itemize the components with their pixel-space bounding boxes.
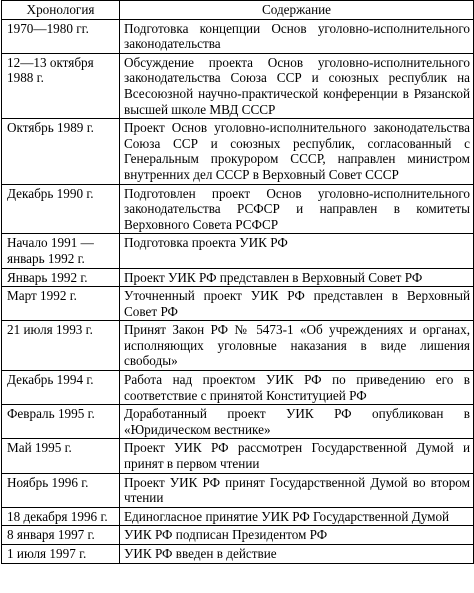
header-content: Содержание — [120, 1, 474, 20]
row-content: Работа над проектом УИК РФ по приведению его в соответствие с принятой Конституцией РФ — [120, 371, 474, 405]
chronology-table — [1, 0, 474, 564]
row-date: 21 июля 1993 г. — [2, 321, 120, 371]
row-date: 12—13 октября 1988 г. — [2, 53, 120, 118]
row-date: Февраль 1995 г. — [2, 405, 120, 439]
row-content: Подготовка проекта УИК РФ — [120, 234, 474, 268]
row-date: Январь 1992 г. — [2, 268, 120, 287]
row-content: Проект УИК РФ рассмотрен Государственной Думой и принят в первом чтении — [120, 439, 474, 473]
table-row — [2, 405, 474, 439]
row-date: Март 1992 г. — [2, 287, 120, 321]
row-content: Подготовка концепции Основ уголовно-исполнительного законодательства — [120, 19, 474, 53]
row-content: УИК РФ введен в действие — [120, 545, 474, 564]
row-content: Проект Основ уголовно-исполнительного законодательства Союза ССР и союзных республик, согласованный с Генеральным прокурором СССР, направлен министром внутренних дел СССР в Верховный Совет СССР — [120, 119, 474, 184]
row-date: Май 1995 г. — [2, 439, 120, 473]
table-header-row — [2, 1, 474, 20]
table-row — [2, 287, 474, 321]
row-date: Ноябрь 1996 г. — [2, 473, 120, 507]
table-row — [2, 234, 474, 268]
row-date: Декабрь 1990 г. — [2, 184, 120, 234]
row-content: Проект УИК РФ представлен в Верховный Совет РФ — [120, 268, 474, 287]
row-date: 1970—1980 гг. — [2, 19, 120, 53]
row-date: 8 января 1997 г. — [2, 526, 120, 545]
table-row — [2, 371, 474, 405]
row-date: Декабрь 1994 г. — [2, 371, 120, 405]
table-row — [2, 268, 474, 287]
table-row — [2, 473, 474, 507]
table-row — [2, 545, 474, 564]
row-content: Принят Закон РФ № 5473-1 «Об учреждениях и органах, исполняющих уголовные наказания в виде лишения свободы» — [120, 321, 474, 371]
table-row — [2, 507, 474, 526]
table-row — [2, 53, 474, 118]
row-content: Обсуждение проекта Основ уголовно-исполнительного законодательства Союза ССР и союзных республик на Всесоюзной научно-практической конференции в Рязанской высшей школе МВД СССР — [120, 53, 474, 118]
table-row — [2, 439, 474, 473]
row-date: 18 декабря 1996 г. — [2, 507, 120, 526]
row-content: Проект УИК РФ принят Государственной Думой во втором чтении — [120, 473, 474, 507]
table-row — [2, 19, 474, 53]
table-row — [2, 526, 474, 545]
row-content: УИК РФ подписан Президентом РФ — [120, 526, 474, 545]
row-content: Единогласное принятие УИК РФ Государственной Думой — [120, 507, 474, 526]
table-row — [2, 321, 474, 371]
row-content: Доработанный проект УИК РФ опубликован в «Юридическом вестнике» — [120, 405, 474, 439]
row-content: Уточненный проект УИК РФ представлен в Верховный Совет РФ — [120, 287, 474, 321]
header-chronology: Хронология — [2, 1, 120, 20]
row-date: Начало 1991 — январь 1992 г. — [2, 234, 120, 268]
row-date: Октябрь 1989 г. — [2, 119, 120, 184]
row-date: 1 июля 1997 г. — [2, 545, 120, 564]
table-row — [2, 119, 474, 184]
table-row — [2, 184, 474, 234]
row-content: Подготовлен проект Основ уголовно-исполнительного законодательства РСФСР и направлен в комитеты Верховного Совета РСФСР — [120, 184, 474, 234]
